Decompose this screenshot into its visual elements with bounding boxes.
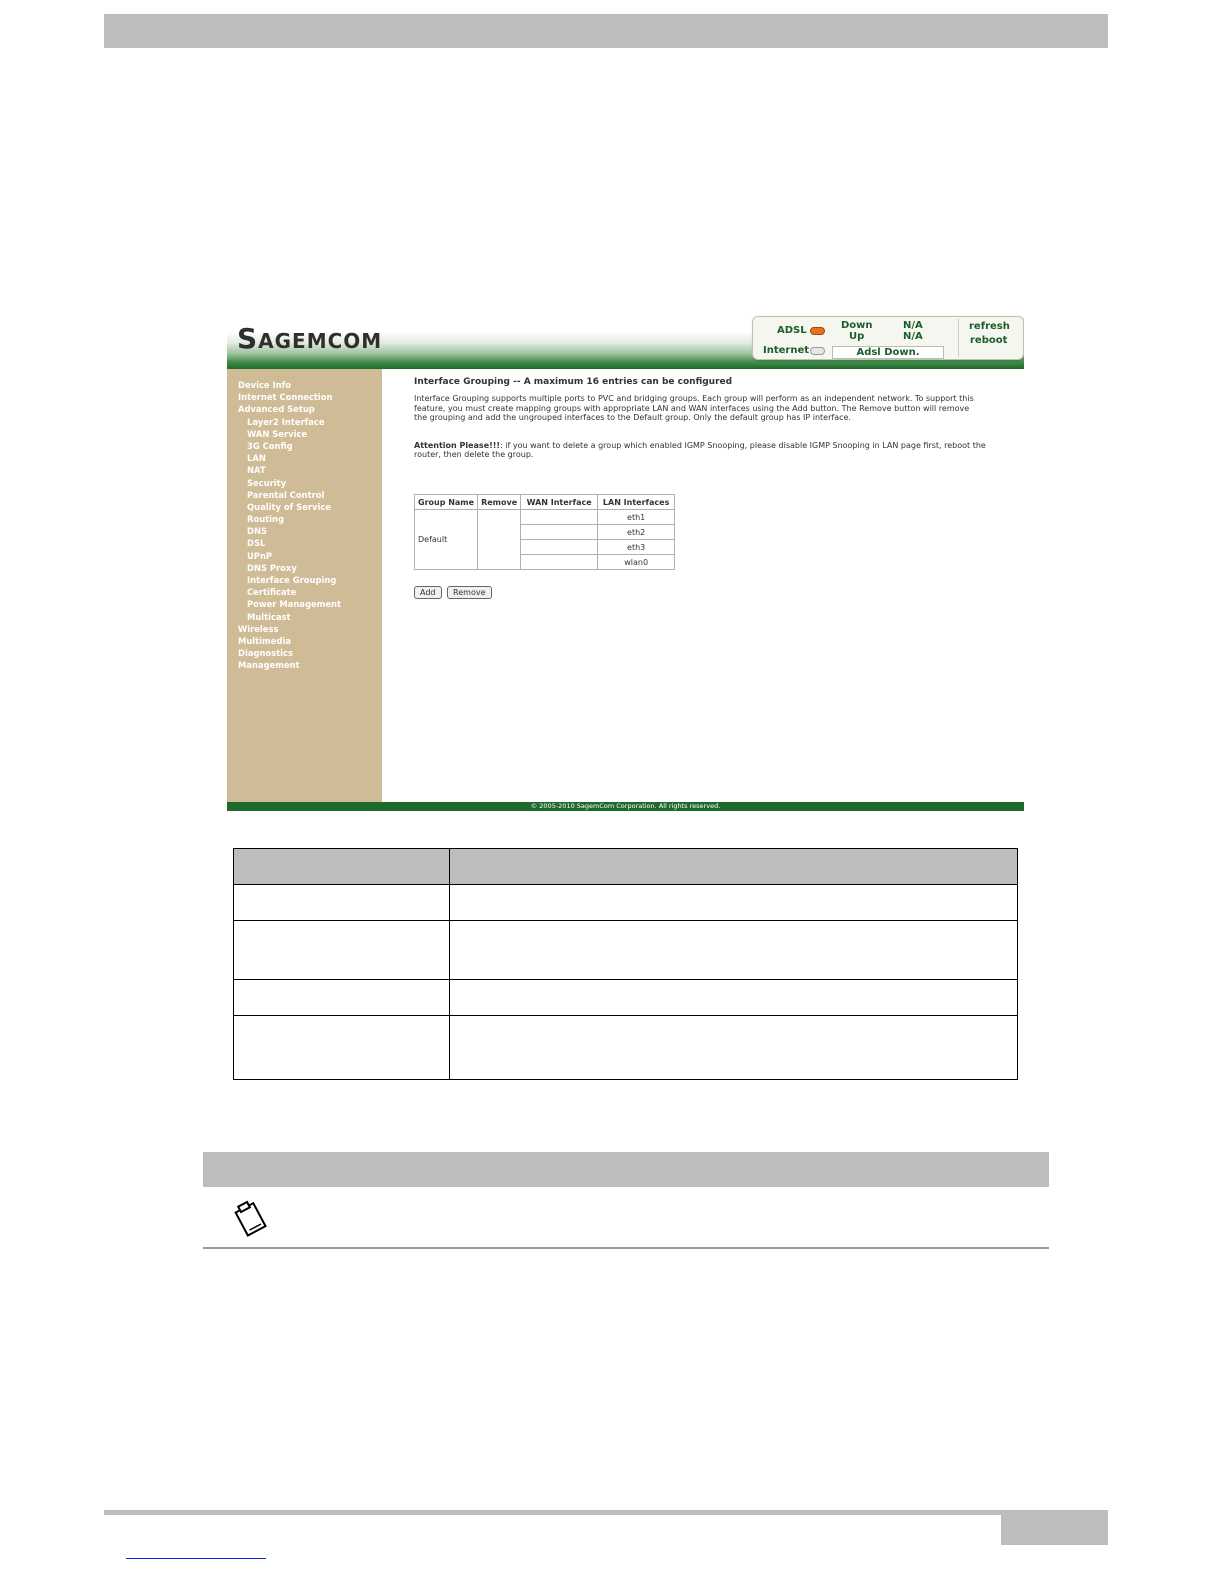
sidebar-item-upnp[interactable]: UPnP <box>247 550 273 561</box>
wan-interface-cell <box>521 540 598 555</box>
sidebar-item-power-management[interactable]: Power Management <box>247 599 342 610</box>
wan-interface-cell <box>521 510 598 525</box>
sidebar-item-dns-proxy[interactable]: DNS Proxy <box>247 562 297 573</box>
sidebar-item-certificate[interactable]: Certificate <box>247 587 297 598</box>
table-cell <box>450 921 1018 980</box>
table-row <box>234 885 1018 921</box>
lan-interface-cell: eth1 <box>598 510 675 525</box>
attention-note <box>414 441 994 460</box>
sidebar <box>227 369 382 802</box>
footer-link-underline[interactable] <box>126 1558 266 1559</box>
col-group-name: Group Name <box>415 495 478 510</box>
attention-text: : if you want to delete a group which enabled IGMP Snooping, please disable IGMP Snooping in LAN page first, reboot the router, then delete the group. <box>414 440 986 459</box>
sidebar-item-wireless[interactable]: Wireless <box>238 623 279 634</box>
table-cell <box>450 980 1018 1016</box>
lan-interface-cell: eth2 <box>598 525 675 540</box>
reboot-link[interactable]: reboot <box>970 335 1008 346</box>
note-header-bar <box>203 1152 1049 1187</box>
panel-divider <box>958 319 959 357</box>
table-cell <box>450 1016 1018 1080</box>
adsl-label: ADSL <box>777 325 807 336</box>
col-remove: Remove <box>478 495 521 510</box>
table-cell <box>234 885 450 921</box>
remove-button[interactable]: Remove <box>447 586 491 599</box>
table-cell <box>450 885 1018 921</box>
page-header-bar <box>104 14 1108 48</box>
adsl-state: Adsl Down. <box>832 346 944 359</box>
lan-interface-cell: wlan0 <box>598 555 675 570</box>
sidebar-item-multicast[interactable]: Multicast <box>247 611 291 622</box>
sidebar-item-wan-service[interactable]: WAN Service <box>247 428 308 439</box>
add-button[interactable]: Add <box>414 586 442 599</box>
parameter-table-header <box>234 849 1018 885</box>
sagemcom-logo: Sagemcom <box>237 322 383 355</box>
internet-label: Internet <box>763 345 810 356</box>
page-number-box <box>1001 1510 1108 1545</box>
table-row <box>234 1016 1018 1080</box>
table-row <box>234 980 1018 1016</box>
page-description: Interface Grouping supports multiple ports to PVC and bridging groups. Each group will perform as an independent network. To support this feature, you must create mapping groups with appropriate LAN and WAN interfaces using the Add button. The Remove button will remove the grouping and add the ungrouped interfaces to the Default group. Only the default group has IP interface. <box>414 394 974 422</box>
interface-grouping-table <box>414 494 675 570</box>
sidebar-item-security[interactable]: Security <box>247 477 287 488</box>
table-cell <box>234 921 450 980</box>
sidebar-item-dns[interactable]: DNS <box>247 526 267 537</box>
up-value: N/A <box>903 331 923 342</box>
sidebar-item-dsl[interactable]: DSL <box>247 538 266 549</box>
table-cell <box>234 980 450 1016</box>
status-panel <box>752 316 1024 360</box>
sidebar-item-diagnostics[interactable]: Diagnostics <box>238 648 293 659</box>
down-value: N/A <box>903 320 923 331</box>
sidebar-item-quality-of-service[interactable]: Quality of Service <box>247 501 331 512</box>
header-cell <box>234 849 450 885</box>
wan-interface-cell <box>521 525 598 540</box>
remove-cell <box>478 510 521 570</box>
action-buttons <box>414 586 495 599</box>
sidebar-item-internet-connection[interactable]: Internet Connection <box>238 392 333 403</box>
table-cell <box>234 1016 450 1080</box>
col-lan-interfaces: LAN Interfaces <box>598 495 675 510</box>
content-area <box>414 377 1014 597</box>
parameter-table <box>233 848 1018 1080</box>
sidebar-item-advanced-setup[interactable]: Advanced Setup <box>238 404 315 415</box>
sidebar-item-routing[interactable]: Routing <box>247 514 284 525</box>
down-label: Down <box>841 320 873 331</box>
page-title: Interface Grouping -- A maximum 16 entries can be configured <box>414 377 733 387</box>
sidebar-item-parental-control[interactable]: Parental Control <box>247 489 325 500</box>
note-body <box>203 1188 1049 1249</box>
up-label: Up <box>849 331 865 342</box>
page-footer-line <box>104 1510 1108 1515</box>
table-row <box>415 510 675 525</box>
table-header-row <box>415 495 675 510</box>
table-row <box>234 921 1018 980</box>
sidebar-menu <box>227 369 382 672</box>
attention-label: Attention Please!!! <box>414 440 501 450</box>
sidebar-item-3g-config[interactable]: 3G Config <box>247 440 293 451</box>
clipboard-note-icon <box>231 1198 271 1238</box>
col-wan-interface: WAN Interface <box>521 495 598 510</box>
sidebar-item-nat[interactable]: NAT <box>247 465 266 476</box>
wan-interface-cell <box>521 555 598 570</box>
copyright-footer: © 2005-2010 SagemCom Corporation. All rights reserved. <box>227 802 1024 811</box>
sidebar-item-lan[interactable]: LAN <box>247 453 266 464</box>
sidebar-item-device-info[interactable]: Device Info <box>238 380 291 390</box>
sidebar-item-interface-grouping[interactable]: Interface Grouping <box>247 575 337 585</box>
header-cell <box>450 849 1018 885</box>
lan-interface-cell: eth3 <box>598 540 675 555</box>
adsl-led-icon <box>810 327 825 335</box>
sidebar-item-layer2-interface[interactable]: Layer2 Interface <box>247 416 325 427</box>
router-screenshot <box>227 314 1024 811</box>
group-name-cell: Default <box>415 510 478 570</box>
sidebar-item-management[interactable]: Management <box>238 660 300 671</box>
sidebar-item-multimedia[interactable]: Multimedia <box>238 635 291 646</box>
banner <box>227 314 1024 369</box>
refresh-link[interactable]: refresh <box>969 321 1010 332</box>
internet-led-icon <box>810 347 825 355</box>
